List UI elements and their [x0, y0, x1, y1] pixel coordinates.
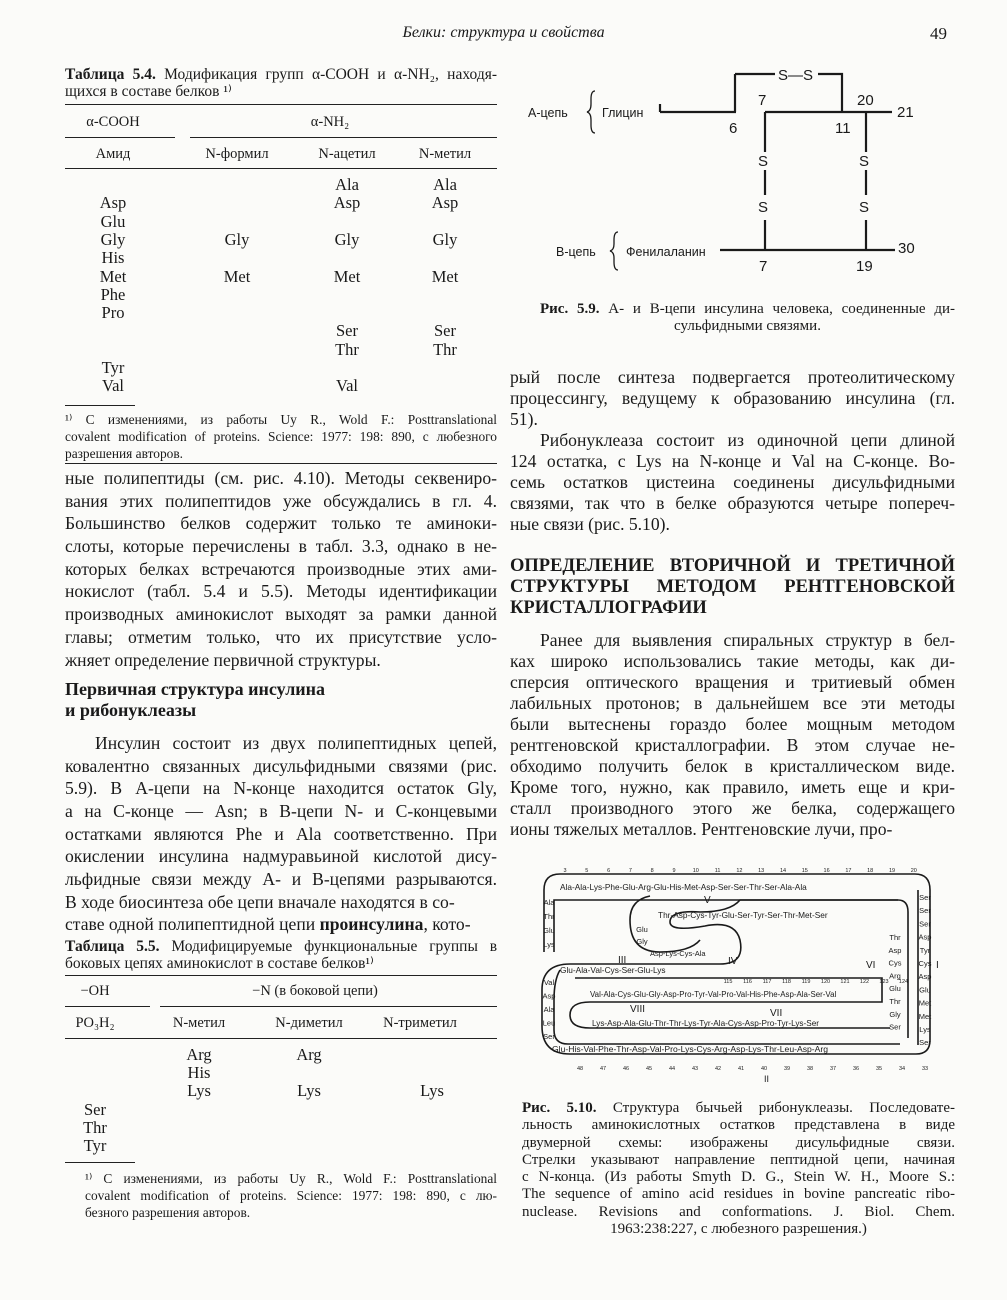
- table-row: [65, 176, 497, 194]
- table-5-4-footnote: [65, 411, 497, 462]
- table-group-header: −N (в боковой цепи): [252, 983, 378, 999]
- figure-label: Рис. 5.10.: [522, 1100, 597, 1116]
- s-label: S: [859, 153, 870, 170]
- figure-5-10-ribonuclease-diagram: [530, 860, 950, 1090]
- residue-number: 33: [921, 1066, 929, 1072]
- residue-number: 34: [898, 1066, 906, 1072]
- heading-line: Первичная структура инсулина: [65, 679, 326, 699]
- residue-number: 3: [563, 868, 567, 874]
- text-line: В ходе биосинтеза обе цепи вначале находятся в со-: [65, 891, 455, 912]
- text-line: ¹⁾ С изменениями, из работы Uy R., Wold F.: Posttranslational: [65, 412, 497, 427]
- sequence-row: Asp-Lys-Cys-Ala: [650, 949, 706, 958]
- caption-line: льность аминокислотных остатков представлена в виде: [522, 1117, 955, 1134]
- caption-line: Структура бычьей рибонуклеазы. Последовате-: [612, 1100, 956, 1116]
- caption-line: щихся в составе белков ¹⁾: [65, 83, 232, 101]
- text-line: льфидные связи между A- и B-цепями разрываются.: [65, 869, 497, 890]
- table-cell: Ala: [335, 175, 359, 194]
- residue-label: Val: [543, 978, 555, 987]
- table-cell: Lys: [187, 1081, 211, 1101]
- text-line: 5.9). В A-цепи на N-конце находится остаток Gly,: [65, 778, 497, 799]
- footnote-rule: [65, 1162, 135, 1163]
- figure-label: Рис. 5.9.: [540, 301, 600, 317]
- text-line: жняет определение первичной структуры.: [65, 649, 381, 670]
- residue-number: 11: [835, 120, 851, 137]
- residue-label: Asp: [918, 972, 932, 982]
- text-line: были вытеснены гораздо более мощным методом: [510, 714, 955, 734]
- table-row: [65, 1137, 497, 1155]
- text-line: главы; отметим только, что их присутствие усло-: [65, 626, 497, 647]
- bridge-label-VI: VI: [866, 960, 876, 971]
- residue-label: Glu: [636, 925, 648, 934]
- text-line: ковалентно связанных дисульфидными связями (рис.: [65, 755, 497, 776]
- figure-5-9-caption: [540, 301, 955, 336]
- residue-label: Ser: [919, 919, 931, 929]
- residue-number: 48: [576, 1066, 584, 1072]
- table-5-5-footnote: [85, 1170, 497, 1221]
- residue-number: 46: [622, 1066, 630, 1072]
- table-5-4-body: [65, 176, 497, 406]
- sequence-row: Ala-Ala-Lys-Phe-Glu-Arg-Glu-His-Met-Asp-Ser-Ser-Thr-Ser-Ala-Ala: [560, 882, 807, 892]
- bridge-label-II: II: [764, 1074, 770, 1084]
- bridge-label-VIII: VIII: [630, 1004, 646, 1015]
- table-cell: Met: [333, 266, 361, 286]
- table-cell: His: [187, 1063, 211, 1083]
- residue-label: Gly: [636, 937, 648, 946]
- table-cell: Met: [431, 266, 459, 286]
- table-cell: Gly: [432, 229, 458, 249]
- table-rule: [65, 1038, 497, 1039]
- b-chain-label: B-цепь: [556, 245, 596, 259]
- residue-label: Thr: [889, 933, 901, 942]
- table-row: [65, 377, 497, 395]
- a-chain-brace: [587, 91, 595, 133]
- heading-line: ОПРЕДЕЛЕНИЕ ВТОРИЧНОЙ И ТРЕТИЧНОЙ: [510, 556, 955, 576]
- table-row: [65, 304, 497, 322]
- residue-number: 47: [599, 1066, 607, 1072]
- residue-number: 35: [875, 1066, 883, 1072]
- table-cell: Ser: [84, 1099, 106, 1119]
- figure-5-9-insulin-diagram: [500, 60, 980, 290]
- text-line: а на C-конце — Asn; в B-цепи N- и C-концевыми: [65, 801, 497, 822]
- ss-label: S—S: [778, 67, 814, 84]
- table-cell: Tyr: [101, 358, 125, 377]
- text: , кото-: [423, 914, 471, 934]
- residue-number: 41: [737, 1066, 745, 1072]
- table-5-5-body: [65, 1046, 497, 1161]
- sequence-row: Glu-His-Val-Phe-Thr-Asp-Val-Pro-Lys-Cys-Arg-Asp-Lys-Thr-Leu-Asp-Arg: [552, 1044, 829, 1054]
- bridge-label-VII: VII: [770, 1008, 783, 1019]
- residue-number: 42: [714, 1066, 722, 1072]
- residue-label: Ser: [889, 1022, 901, 1032]
- residue-number: 15: [801, 868, 808, 874]
- table-cell: Lys: [420, 1081, 444, 1101]
- caption-line: боковых цепях аминокислот в составе белков¹⁾: [65, 955, 374, 973]
- column-header: N-ацетил: [318, 146, 376, 162]
- section-heading: [510, 556, 955, 619]
- residue-number: 44: [668, 1066, 676, 1072]
- s-label: S: [758, 199, 769, 216]
- residue-number: 7: [758, 92, 767, 109]
- residue-number: 117: [762, 979, 772, 985]
- table-cell: Thr: [335, 339, 359, 359]
- residue-label: Met: [918, 1011, 932, 1021]
- text-line: Инсулин состоит из двух полипептидных цепей,: [95, 733, 497, 753]
- table-rule: [160, 1006, 497, 1007]
- residue-label: Ala: [543, 1005, 555, 1014]
- residue-number: 124: [898, 979, 909, 985]
- caption-line: Модифицируемые функциональные группы в: [171, 938, 498, 955]
- residue-number: 40: [760, 1066, 768, 1072]
- residue-label: Thr: [543, 912, 555, 921]
- body-paragraph: [510, 367, 955, 430]
- table-cell: Thr: [83, 1117, 107, 1137]
- column-header: N-диметил: [275, 1015, 343, 1031]
- table-group-header: −OH: [80, 983, 110, 999]
- text-line: Ранее для выявления спиральных структур в бел-: [540, 630, 955, 650]
- text-line: Кроме того, нужно, как правило, иметь еще и кри-: [510, 777, 955, 797]
- residue-label: Ala: [543, 898, 555, 907]
- text-line: окислении инсулина надмуравьиной кислотой дису-: [65, 846, 497, 867]
- table-cell: Ser: [434, 321, 456, 341]
- table-cell: Asp: [333, 193, 361, 213]
- text-line: процессингу, ведущему к образованию инсулина (гл.: [510, 388, 955, 408]
- text-line: безного разрешения авторов.: [85, 1205, 251, 1220]
- caption-line: сульфидными связями.: [674, 318, 821, 335]
- caption-line: 1963:238:227, с любезного разрешения.): [610, 1221, 867, 1238]
- table-row: [65, 286, 497, 304]
- table-rule: [65, 104, 497, 105]
- table-row: [65, 249, 497, 267]
- text: ставе одной полипептидной цепи: [65, 914, 320, 934]
- caption-line: двумерной схемы: изображены дисульфидные связи.: [522, 1134, 955, 1151]
- residue-number: 116: [743, 979, 752, 985]
- running-title: Белки: структура и свойства: [402, 24, 605, 41]
- residue-label: Cys: [918, 959, 932, 968]
- residue-label: Ser: [919, 906, 931, 916]
- b-chain-start-label: Фенилаланин: [626, 245, 706, 259]
- sequence-row: Glu-Ala-Val-Cys-Ser-Glu-Lys: [560, 965, 666, 975]
- table-5-5-caption: [65, 938, 497, 973]
- table-group-header: α-NH₂: [310, 114, 350, 130]
- residue-number: 119: [801, 979, 811, 985]
- a-chain-start-label: Глицин: [602, 106, 644, 120]
- table-cell: Val: [336, 376, 358, 396]
- residue-label: Glu: [889, 984, 901, 994]
- residue-number: 9: [672, 868, 676, 874]
- text-line: Рибонуклеаза состоит из одиночной цепи длиной: [540, 430, 955, 450]
- b-chain-brace: [610, 232, 618, 270]
- body-paragraph-end: [65, 913, 497, 936]
- intra-ss-bridge: [660, 74, 842, 112]
- residue-label: Thr: [889, 997, 901, 1006]
- table-rule: [65, 975, 497, 976]
- column-header: N-формил: [205, 146, 269, 162]
- table-cell: Asp: [99, 193, 127, 213]
- residue-label: Glu: [543, 926, 555, 935]
- table-cell: Arg: [186, 1045, 212, 1064]
- table-row: [65, 359, 497, 377]
- residue-number: 36: [852, 1066, 860, 1072]
- text-line: сталл производного этого же белка, содержащего: [510, 798, 955, 818]
- sequence-row: Lys-Asp-Ala-Glu-Thr-Thr-Lys-Tyr-Ala-Cys-Asp-Pro-Tyr-Lys-Ser: [592, 1019, 819, 1028]
- residue-number: 37: [829, 1066, 837, 1072]
- table-row: [65, 1082, 497, 1100]
- table-cell: Pro: [101, 303, 125, 323]
- text-line: ках широко использовались такие методы, как ди-: [510, 651, 955, 671]
- bridge-label-I: I: [936, 960, 939, 971]
- table-label: Таблица 5.5.: [65, 938, 160, 955]
- text-line: 124 остатка, с Lys на N-конце и Val на C-конце. Во-: [510, 451, 955, 471]
- text-line: разрешения авторов.: [65, 446, 184, 461]
- residue-number: 43: [691, 1066, 699, 1072]
- text-line: 51).: [510, 409, 538, 429]
- text-line: семь остатков цистеина соединены дисульфидными: [510, 472, 955, 492]
- body-paragraph: [65, 732, 497, 914]
- table-row: [65, 268, 497, 286]
- table-row: [65, 341, 497, 359]
- column-header: PO₃H₂: [75, 1015, 115, 1031]
- text-line: covalent modification of proteins. Science: 1977: 198: 890, с лю-: [85, 1188, 497, 1203]
- footnote-rule: [65, 405, 135, 406]
- caption-line: The sequence of amino acid residues in bovine pancreatic ribo-: [522, 1186, 955, 1203]
- residue-label: Ser: [543, 1032, 555, 1041]
- sequence-row: Val-Ala-Cys-Glu-Gly-Asp-Pro-Tyr-Val-Pro-Val-His-Phe-Asp-Ala-Ser-Val: [590, 990, 837, 999]
- bold-term: проинсулина: [319, 914, 424, 934]
- text-line: остатками являются Phe и Ala соответственно. При: [65, 823, 497, 844]
- residue-label: Lys: [919, 1025, 931, 1034]
- caption-line: с N-конца. (Из работы Smyth D. G., Stein W. H., Moore S.:: [522, 1169, 955, 1186]
- text-line: нокислот (табл. 5.4 и 5.5). Методы идентификации: [65, 581, 497, 602]
- table-row: [65, 1064, 497, 1082]
- residue-number: 6: [607, 868, 611, 874]
- residue-number: 118: [782, 979, 791, 985]
- residue-number: 7: [628, 868, 632, 874]
- residue-number: 5: [585, 868, 589, 874]
- residue-label: Cys: [888, 958, 902, 968]
- bridge-label-III: III: [618, 955, 627, 966]
- text-line: ные связи (рис. 5.10).: [510, 514, 670, 534]
- residue-number: 120: [820, 979, 831, 985]
- a-chain-label: A-цепь: [528, 106, 568, 120]
- table-label: Таблица 5.4.: [65, 66, 156, 83]
- body-paragraph: [510, 630, 955, 840]
- heading-line: СТРУКТУРЫ МЕТОДОМ РЕНТГЕНОВСКОЙ: [510, 577, 955, 597]
- text-line: производных аминокислот выходят за рамки данной: [65, 604, 497, 625]
- table-rule: [65, 463, 497, 464]
- residue-number: 121: [840, 979, 850, 985]
- residue-label: Leu: [542, 1018, 556, 1028]
- residue-number: 20: [857, 92, 874, 109]
- text-line: сперсия оптического вращения и тритиевый обмен: [510, 672, 955, 692]
- residue-number: 115: [723, 979, 733, 985]
- table-cell: Met: [99, 266, 127, 286]
- table-cell: Asp: [431, 193, 459, 213]
- caption-line: Модификация групп α-COOH и α-NH₂, находя-: [164, 66, 497, 83]
- residue-number: 21: [897, 104, 914, 121]
- text-line: ные полипептиды (см. рис. 4.10). Методы секвениро-: [65, 468, 497, 488]
- residue-number: 122: [859, 979, 870, 985]
- residue-label: Asp: [918, 932, 932, 942]
- residue-number: 18: [867, 868, 874, 874]
- text-line: рентгеновской кристаллографии. В этом случае не-: [510, 735, 955, 755]
- table-cell: Phe: [100, 284, 126, 304]
- residue-number: 14: [779, 868, 787, 874]
- residue-label: Ser: [919, 893, 931, 902]
- caption-line: Стрелки указывают направление пептидной цепи, начиная: [522, 1151, 955, 1168]
- table-cell: Tyr: [83, 1136, 107, 1155]
- residue-label: Asp: [542, 991, 556, 1001]
- table-row: [65, 322, 497, 340]
- table-row: [65, 194, 497, 212]
- text-line: covalent modification of proteins. Science: 1977: 198: 890, с любезного: [65, 429, 497, 444]
- heading-line: и рибонуклеазы: [65, 700, 197, 720]
- text-line: которых белках встречаются производные этих ами-: [65, 558, 497, 579]
- residue-number: 45: [645, 1066, 653, 1072]
- page-number: 49: [930, 24, 947, 43]
- bond-lines: [587, 74, 895, 270]
- text-line: слоты, которые перечислены в табл. 3.3, однако в не-: [65, 536, 497, 557]
- text-line: Большинство белков содержит только те аминоки-: [65, 513, 497, 534]
- table-rule: [65, 1006, 150, 1007]
- residue-number: 10: [692, 868, 699, 874]
- residue-number: 123: [879, 979, 889, 985]
- residue-number: 7: [759, 258, 768, 275]
- table-row: [65, 1101, 497, 1119]
- bridge-label-V: V: [704, 895, 711, 906]
- column-header: Амид: [95, 146, 131, 162]
- body-paragraph: [65, 467, 497, 671]
- table-5-4-caption: [65, 66, 497, 101]
- table-cell: His: [101, 248, 125, 268]
- s-label: S: [758, 153, 769, 170]
- sequence-row: Thr-Asp-Cys-Tyr-Glu-Ser-Tyr-Ser-Thr-Met-Ser: [658, 910, 828, 920]
- residue-number: 30: [898, 240, 915, 257]
- bridge-label-IV: IV: [728, 956, 738, 967]
- text-line: рый после синтеза подвергается протеолитическому: [510, 367, 955, 387]
- section-heading: [65, 679, 325, 721]
- table-cell: Gly: [334, 229, 360, 249]
- residue-label: Ser: [919, 1038, 931, 1048]
- caption-line: nuclease. Revisions and conformations. J. Biol. Chem.: [522, 1203, 955, 1220]
- table-cell: Met: [223, 266, 251, 286]
- residue-number: 20: [910, 868, 917, 874]
- table-row: [65, 1046, 497, 1064]
- residue-label: Gly: [889, 1009, 901, 1019]
- table-cell: Glu: [100, 211, 126, 231]
- residue-number: 17: [845, 868, 852, 874]
- text-line: обходимо получить белок в кристаллическом виде.: [510, 756, 955, 776]
- table-row: [65, 231, 497, 249]
- residue-number: 13: [758, 868, 765, 874]
- residue-number: 19: [888, 868, 896, 874]
- residue-number: 19: [856, 258, 873, 275]
- residue-label: Lys: [543, 940, 555, 949]
- residue-number: 8: [650, 868, 654, 874]
- residue-number: 39: [783, 1066, 791, 1072]
- caption-line: A- и B-цепи инсулина человека, соединенные ди-: [608, 301, 956, 317]
- table-row: [65, 213, 497, 231]
- table-rule: [190, 137, 497, 138]
- table-rule: [65, 168, 497, 169]
- residue-number: 38: [806, 1066, 814, 1072]
- table-cell: Val: [102, 376, 124, 396]
- table-cell: Lys: [297, 1081, 321, 1101]
- table-row: [65, 1119, 497, 1137]
- residue-number: 12: [736, 868, 743, 874]
- s-label: S: [859, 199, 870, 216]
- body-paragraph: [510, 430, 955, 535]
- figure-5-10-caption: [522, 1100, 955, 1238]
- column-header: N-метил: [172, 1015, 226, 1031]
- text-line: лабильных протонов; в дальнейшем все эти методы: [510, 693, 955, 713]
- text-line: ионы тяжелых металлов. Рентгеновские лучи, про-: [510, 819, 893, 839]
- table-cell: Thr: [433, 339, 457, 359]
- heading-line: КРИСТАЛЛОГРАФИИ: [510, 598, 707, 618]
- table-cell: Arg: [296, 1045, 322, 1064]
- table-cell: Gly: [224, 229, 250, 249]
- residue-label: Met: [918, 998, 932, 1008]
- residue-label: Asp: [888, 945, 902, 955]
- table-cell: Ala: [433, 175, 457, 194]
- residue-number: 11: [714, 868, 721, 874]
- residue-label: Arg: [889, 971, 901, 981]
- residue-label: Tyr: [919, 945, 931, 955]
- residue-number: 6: [729, 120, 738, 137]
- text-line: связями, так что в белке образуются четыре попереч-: [510, 493, 955, 513]
- table-group-header: α-COOH: [86, 114, 140, 130]
- table-cell: Ser: [336, 321, 358, 341]
- residue-number: 16: [823, 868, 830, 874]
- column-header: N-триметил: [383, 1015, 457, 1031]
- column-header: N-метил: [418, 146, 472, 162]
- text-line: вания этих полипептидов уже обсуждались в гл. 4.: [65, 490, 497, 511]
- table-rule: [65, 137, 175, 138]
- residue-label: Glu: [919, 985, 931, 995]
- table-cell: Gly: [100, 229, 126, 249]
- text-line: ¹⁾ С изменениями, из работы Uy R., Wold F.: Posttranslational: [85, 1171, 497, 1186]
